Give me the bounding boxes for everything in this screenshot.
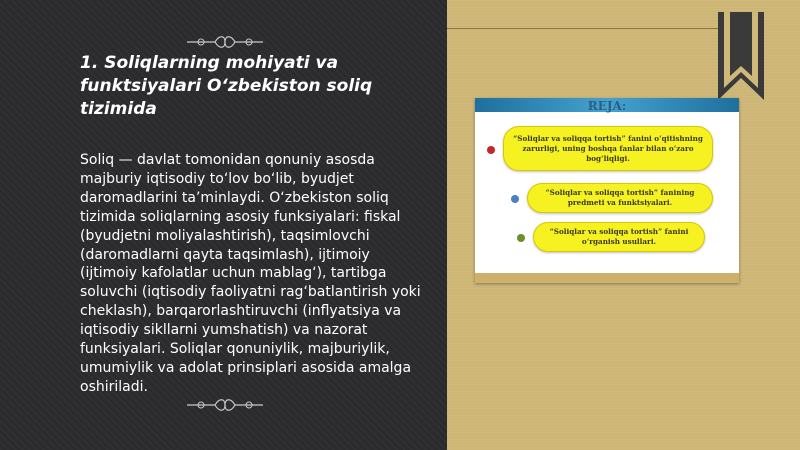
plan-slide-image xyxy=(475,98,739,283)
slide-body-text: Soliq — davlat tomonidan qonuniy asosda majburiy iqtisodiy to‘lov bo‘lib, byudjet daromadlarini ta’minlaydi. O‘zbekiston soliq tizimida soliqlarning asosiy funksiyalari: fiskal (byudjetni moliyalashtirish), taqsimlovchi (daromadlarni qayta taqsimlash), ijtimoiy (ijtimoiy kafolatlar uchun mablag‘), tartibga soluvchi (iqtisodiy faoliyatni rag‘batlantirish yoki cheklash), barqarorlashtiruvchi (inflyatsiya va iqtisodiy sikllarni yumshatish) va nazorat funksiyalari. Soliqlar qonuniylik, majburiylik, umumiylik va adolat prinsiplari asosida amalga oshiriladi. xyxy=(80,152,421,395)
plan-heading: REJA: xyxy=(587,99,627,113)
plan-item-1: “Soliqlar va soliqqa tortish” fanini o‘qitishning zarurligi, uning boshqa fanlar bilan o‘zaro bog‘liqligi. xyxy=(503,126,713,171)
plan-item-3: “Soliqlar va soliqqa tortish” fanini o‘rganish usullari. xyxy=(533,222,705,252)
slide-title: 1. Soliqlarning mohiyati va funktsiyalari O‘zbekiston soliq tizimida xyxy=(80,53,373,119)
plan-item-2: “Soliqlar va soliqqa tortish” fanining predmeti va funktsiyalari. xyxy=(527,183,713,213)
bookmark-ribbon-icon xyxy=(716,12,766,102)
ornament-top-icon xyxy=(185,33,265,51)
bullet-dot-icon xyxy=(511,195,519,203)
ornament-bottom-icon xyxy=(185,396,265,414)
plan-bottom-band xyxy=(475,273,739,283)
divider-line xyxy=(447,28,747,29)
bullet-dot-icon xyxy=(487,146,495,154)
bullet-dot-icon xyxy=(517,234,525,242)
